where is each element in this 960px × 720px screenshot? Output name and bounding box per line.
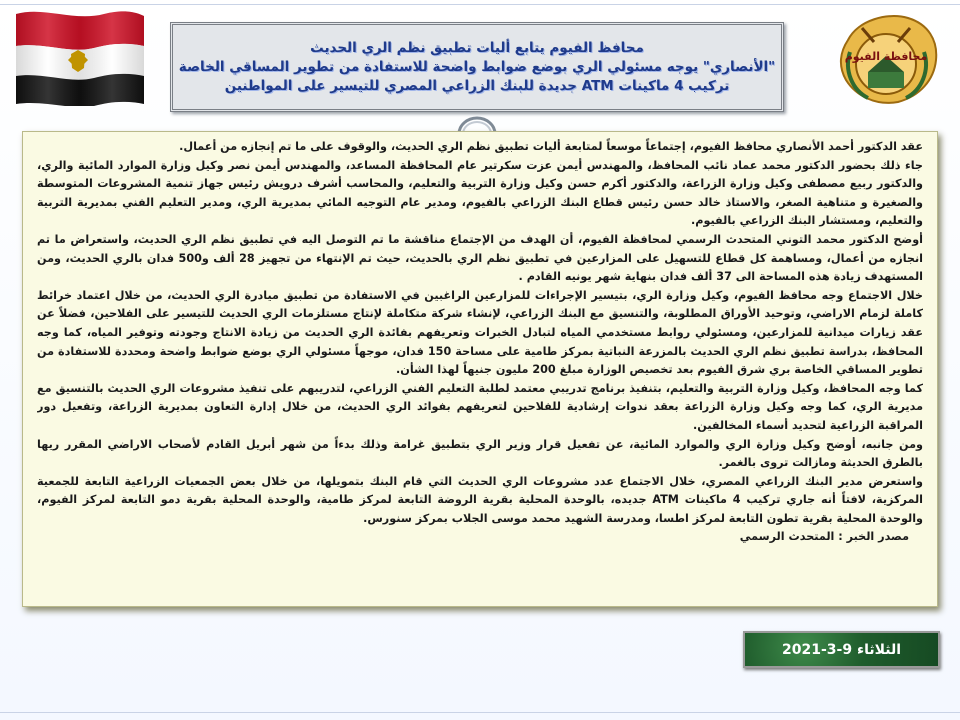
article-source: مصدر الخبر : المتحدث الرسمي: [739, 530, 909, 544]
egypt-flag-icon: [14, 6, 146, 106]
article-paragraph: عقد الدكتور أحمد الأنصاري محافظ الفيوم، إجتماعاً موسعاً لمتابعة أليات تطبيق نظم الري الحديث، والوقوف على ما تم إنجازه من أعمال.: [179, 140, 923, 153]
article-paragraph: خلال الاجتماع وجه محافظ الفيوم، وكيل وزارة الري، بتيسير الإجراءات للمزارعين الراغبين في الاستفادة من تطبيق ميادرة الري الحديث، من خلال اعتماد خرائط كاملة لزمام الاراضي، وتوحيد الأوراق المطلوبة، والتنسيق مع البنك الزراعي، لإنشاء شركة متكاملة لإنتاج مستلزمات الري الحديث للتيسير على الفلاحين، فضلاً عن عقد زيارات ميدانية للمزارعين، ومسئولي روابط مستخدمي المياه لتبادل الخبرات وتعريفهم بفائدة الري الحديث من زيادة الانتاج وجودته وتوفير المياه، كما وجه المحافظ، بدراسة تطبيق نظم الري الحديث بالمزرعة النباتية بمركز طامية على مساحة 150 فدان، موجهاً مسئولي الري بوضع ضوابط واضحة ومحددة للاستفادة من تطوير المساقي الخاصة بري شرق الفيوم بعد تخصيص الوزارة مبلغ 200 مليون جنيهاً لهذا الشأن.: [37, 288, 923, 377]
article-paragraph: أوضح الدكتور محمد التوني المتحدث الرسمي لمحافظة الفيوم، أن الهدف من الإجتماع مناقشة ما تم التوصل اليه في تطبيق نظم الري الحديث، واستعراض ما تم انجازه من أعمال، ومساهمة كل قطاع للتسهيل على المزارعين في تطبيق نظم الري بالحديث، حيث تم الإنتهاء من تجهيز 28 ألف و500 فدان بالري الحديث، ومن المستهدف زيادة هذه المساحة الى 37 ألف فدان بنهاية شهر يونيه القادم .: [37, 232, 923, 284]
date-bar: [743, 631, 940, 668]
header-atm-line: تركيب 4 ماكينات ATM جديدة للبنك الزراعي المصري للتيسير على المواطنين: [224, 77, 730, 94]
frame-line-bottom: [0, 712, 960, 713]
logo-text: محافظة الفيوم: [844, 50, 928, 63]
article-paragraph: كما وجه المحافظ، وكيل وزارة التربية والتعليم، بتنفيذ برنامج تدريبي معتمد لطلبة التعليم الفني الزراعي، لتدريبهم على تنفيذ مشروعات الري الحديث بالتنسيق مع مديرية الري، كما وجه وكيل وزارة الزراعة بعقد ندوات إرشادية للفلاحين لتعريفهم بفوائد الري الحديث، من خلال إدارة التعاون بمديرية الزراعة، وتفعيل دور المراقبة الزراعية لتحديد أسماء المخالفين.: [37, 381, 923, 432]
article-paragraph: ومن جانبه، أوضح وكيل وزارة الري والموارد المائية، عن تفعيل قرار وزير الري بتطبيق غرامة وذلك بدءاً من شهر أبريل القادم لأصحاب الاراضي المقرر ريها بالطرق الحديثة ومازالت تروى بالغمر.: [37, 437, 923, 470]
article-box: [22, 131, 938, 607]
article-paragraph: واستعرض مدير البنك الزراعي المصري، خلال الاجتماع عدد مشروعات الري الحديث التي قام البنك بتمويلها، من خلال بعض الجمعيات الزراعية التابعة للجمعية المركزية، لافتاً أنه جاري تركيب 4 ماكينات ATM جديده، بالوحدة المحلية بقرية الروضة التابعة لمركز طامية، والوحدة المحلية بقرية دمو التابعة لمركز الفيوم، والوحدة المحلية بقرية تطون التابعة لمركز اطسا، ومدرسة الشهيد محمد موسى الجلاب بمركز سنورس.: [37, 474, 923, 525]
header-box: [170, 22, 784, 112]
article-paragraph: جاء ذلك بحضور الدكتور محمد عماد نائب المحافظ، والمهندس أيمن عزت سكرتير عام المحافظة المساعد، والمهندس أيمن نصر وكيل وزارة الموارد المائية والري، والدكتور ربيع مصطفى وكيل وزارة الزراعة، والدكتور أكرم حسن وكيل وزارة التربية والتعليم، والمحاسب أشرف درويش رئيس جهاز تنمية المشروعات المتوسطة والصغيرة و متناهية الصغر، والاستاذ خالد حسن رئيس قطاع البنك الزراعي بالفيوم، ومدير عام التوجيه المائي بمديرية الري، ومدير التعليم الفني بمديرية التربية والتعليم، ومستشار البنك الزراعي بالفيوم.: [37, 158, 923, 228]
header-title: محافظ الفيوم يتابع أليات تطبيق نظم الري الحديث: [310, 39, 644, 56]
date-text: الثلاثاء 9-3-2021: [781, 641, 902, 658]
header-subtitle: "الأنصاري" يوجه مسئولي الري بوضع ضوابط واضحة للاستفادة من تطوير المساقي الخاصة: [178, 58, 776, 75]
article-body: [37, 138, 923, 602]
fayoum-governorate-logo-icon: [828, 10, 946, 110]
frame-line-top: [0, 4, 960, 5]
